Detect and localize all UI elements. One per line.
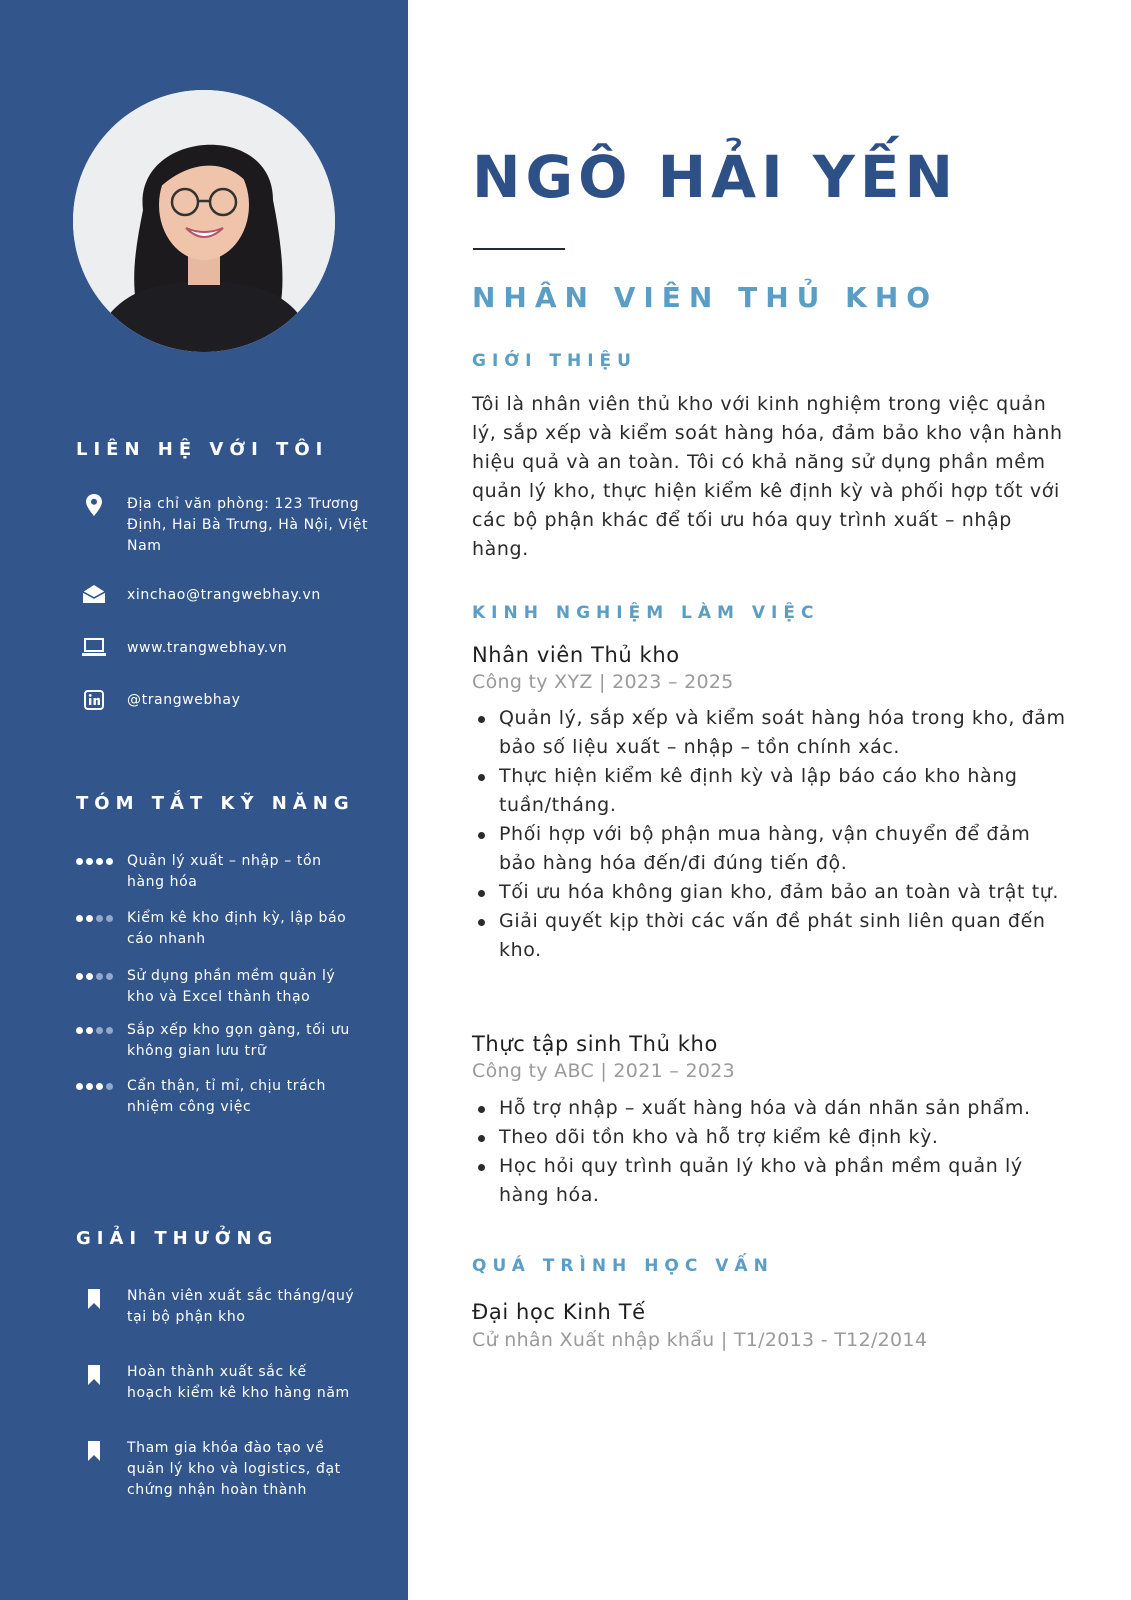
job-role: NHÂN VIÊN THỦ KHO	[472, 281, 939, 314]
level-dot	[76, 1027, 83, 1034]
level-dot	[86, 915, 93, 922]
level-dot	[86, 973, 93, 980]
bookmark-icon	[80, 1438, 108, 1461]
job-duties-list	[472, 1094, 1072, 1210]
skill-level-dots	[76, 1076, 127, 1090]
level-dot	[96, 973, 103, 980]
skill-label: Quản lý xuất – nhập – tồn hàng hóa	[127, 853, 322, 890]
intro-heading: GIỚI THIỆU	[472, 351, 637, 371]
skill-level-dots	[76, 851, 127, 865]
envelope-icon	[80, 585, 108, 607]
school-name: Đại học Kinh Tế	[472, 1300, 646, 1324]
experience-heading: KINH NGHIỆM LÀM VIỆC	[472, 603, 820, 623]
contact-email[interactable]	[80, 585, 380, 607]
linkedin-icon	[80, 690, 108, 712]
skill-level-dots	[76, 1020, 127, 1034]
skill-label: Sử dụng phần mềm quản lý kho và Excel thành thạo	[127, 968, 336, 1005]
list-item: Hỗ trợ nhập – xuất hàng hóa và dán nhãn sản phẩm.	[472, 1094, 1072, 1123]
level-dot	[106, 858, 113, 865]
laptop-icon	[80, 638, 108, 660]
job-company-dates: Công ty XYZ | 2023 – 2025	[472, 671, 734, 693]
level-dot	[106, 973, 113, 980]
list-item: Thực hiện kiểm kê định kỳ và lập báo cáo kho hàng tuần/tháng.	[472, 762, 1072, 820]
level-dot	[96, 1083, 103, 1090]
linkedin-link[interactable]: @trangwebhay	[127, 692, 241, 708]
job-title: Nhân viên Thủ kho	[472, 643, 680, 667]
skill-item	[76, 1076, 376, 1118]
award-text: Tham gia khóa đào tạo về quản lý kho và logistics, đạt chứng nhận hoàn thành	[127, 1440, 341, 1498]
skill-item	[76, 966, 376, 1008]
job-duties-list	[472, 704, 1072, 965]
level-dot	[76, 915, 83, 922]
sidebar	[0, 0, 408, 1600]
list-item: Phối hợp với bộ phận mua hàng, vận chuyển để đảm bảo hàng hóa đến/đi đúng tiến độ.	[472, 820, 1072, 878]
list-item: Học hỏi quy trình quản lý kho và phần mềm quản lý hàng hóa.	[472, 1152, 1072, 1210]
award-item	[80, 1438, 380, 1501]
level-dot	[76, 973, 83, 980]
address-text: Địa chỉ văn phòng: 123 Trương Định, Hai Bà Trưng, Hà Nội, Việt Nam	[127, 496, 369, 554]
level-dot	[76, 1083, 83, 1090]
award-item	[80, 1286, 380, 1328]
award-item	[80, 1362, 380, 1404]
list-item: Quản lý, sắp xếp và kiểm soát hàng hóa trong kho, đảm bảo số liệu xuất – nhập – tồn chính xác.	[472, 704, 1072, 762]
level-dot	[106, 915, 113, 922]
profile-photo	[73, 90, 335, 352]
job-company-dates: Công ty ABC | 2021 – 2023	[472, 1060, 735, 1082]
contact-address	[80, 494, 380, 557]
education-heading: QUÁ TRÌNH HỌC VẤN	[472, 1256, 774, 1276]
contact-linkedin[interactable]	[80, 690, 380, 712]
award-text: Nhân viên xuất sắc tháng/quý tại bộ phận kho	[127, 1288, 355, 1325]
level-dot	[86, 858, 93, 865]
location-pin-icon	[80, 494, 108, 516]
degree-dates: Cử nhân Xuất nhập khẩu | T1/2013 - T12/2014	[472, 1329, 928, 1351]
skill-label: Kiểm kê kho định kỳ, lập báo cáo nhanh	[127, 910, 347, 947]
level-dot	[86, 1083, 93, 1090]
contact-website[interactable]	[80, 638, 380, 660]
level-dot	[86, 1027, 93, 1034]
candidate-name: NGÔ HẢI YẾN	[472, 143, 959, 211]
contact-heading: LIÊN HỆ VỚI TÔI	[76, 439, 329, 460]
level-dot	[96, 858, 103, 865]
job-title: Thực tập sinh Thủ kho	[472, 1032, 718, 1056]
skill-item	[76, 851, 376, 893]
level-dot	[106, 1083, 113, 1090]
awards-heading: GIẢI THƯỞNG	[76, 1228, 279, 1249]
skill-level-dots	[76, 966, 127, 980]
level-dot	[106, 1027, 113, 1034]
title-divider	[473, 248, 565, 250]
website-link[interactable]: www.trangwebhay.vn	[127, 640, 288, 656]
skill-item	[76, 908, 376, 950]
level-dot	[76, 858, 83, 865]
level-dot	[96, 915, 103, 922]
list-item: Giải quyết kịp thời các vấn đề phát sinh liên quan đến kho.	[472, 907, 1072, 965]
list-item: Theo dõi tồn kho và hỗ trợ kiểm kê định kỳ.	[472, 1123, 1072, 1152]
email-link[interactable]: xinchao@trangwebhay.vn	[127, 587, 321, 603]
level-dot	[96, 1027, 103, 1034]
skill-level-dots	[76, 908, 127, 922]
list-item: Tối ưu hóa không gian kho, đảm bảo an toàn và trật tự.	[472, 878, 1072, 907]
skill-label: Cẩn thận, tỉ mỉ, chịu trách nhiệm công việc	[127, 1078, 327, 1115]
skills-heading: TÓM TẮT KỸ NĂNG	[76, 793, 355, 814]
award-text: Hoàn thành xuất sắc kế hoạch kiểm kê kho hàng năm	[127, 1364, 350, 1401]
skill-item	[76, 1020, 376, 1062]
portrait-illustration	[73, 90, 335, 352]
bookmark-icon	[80, 1362, 108, 1385]
skill-label: Sắp xếp kho gọn gàng, tối ưu không gian lưu trữ	[127, 1022, 350, 1059]
intro-text: Tôi là nhân viên thủ kho với kinh nghiệm trong việc quản lý, sắp xếp và kiểm soát hàng hóa, đảm bảo kho vận hành hiệu quả và an toàn. Tôi có khả năng sử dụng phần mềm quản lý kho, thực hiện kiểm kê định kỳ và phối hợp tốt với các bộ phận khác để tối ưu hóa quy trình xuất – nhập hàng.	[472, 393, 1063, 560]
bookmark-icon	[80, 1286, 108, 1309]
